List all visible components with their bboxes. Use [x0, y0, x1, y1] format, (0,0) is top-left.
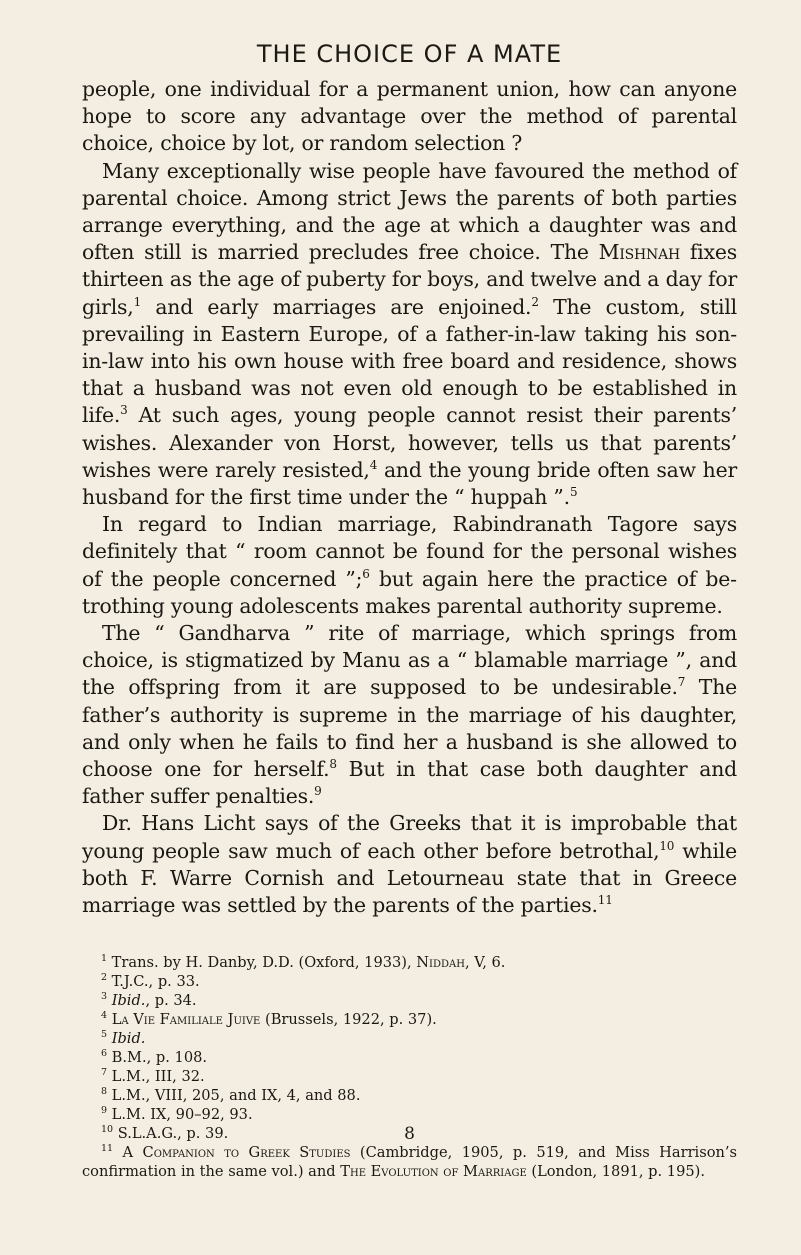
book-page: [82, 40, 737, 1181]
footnote-reference: 6: [362, 566, 370, 581]
footnote-reference: 5: [569, 485, 578, 500]
paragraph: [82, 810, 737, 919]
footnote-reference: 3: [120, 403, 128, 418]
footnote-reference: 8: [329, 757, 337, 772]
text-run: (Brussels, 1922, p. 37).: [260, 1011, 437, 1029]
text-run: while both F. Warre Cornish and Letourneau state that in Greece marriage was settled by the parents of the parties.: [82, 838, 737, 918]
footnote-reference: 2: [531, 294, 539, 309]
text-run: But in that case both daughter and father suffer penalties.: [82, 757, 738, 809]
text-run: (London, 1891, p. 195).: [526, 1163, 705, 1181]
paragraph: [82, 511, 737, 620]
text-run: S.L.A.G., p. 39.: [113, 1125, 229, 1143]
italic-term: Ibid.: [111, 992, 146, 1010]
text-run: L.M., III, 32.: [107, 1068, 205, 1086]
small-caps-title: La Vie Familiale Juive: [111, 1011, 261, 1029]
footnotes: [82, 953, 737, 1181]
footnote-number: 10: [101, 1124, 114, 1136]
footnote: [82, 1143, 737, 1181]
text-run: Dr. Hans Licht says of the Greeks that it is improbable that young people saw much of each other before betrothal,: [82, 811, 737, 863]
small-caps-title: Niddah: [416, 954, 465, 972]
text-run: L.M., VIII, 205, and IX, 4, and 88.: [107, 1087, 361, 1105]
footnote: [82, 1086, 737, 1105]
footnote-reference: 10: [659, 838, 675, 853]
footnote: [82, 1048, 737, 1067]
footnote-number: 4: [101, 1010, 108, 1022]
footnote-number: 1: [101, 953, 108, 965]
footnote-number: 5: [101, 1029, 108, 1041]
text-run: L.M. IX, 90–92, 93.: [107, 1106, 253, 1124]
paragraph: [82, 620, 737, 810]
footnote-number: 2: [101, 972, 108, 984]
text-run: and the young bride often saw her husband for the first time under the “ huppah ”.: [82, 457, 737, 510]
footnote-number: 3: [101, 991, 108, 1003]
footnote: [82, 1105, 737, 1124]
page-number: 8: [404, 1124, 415, 1144]
text-run: B.M., p. 108.: [107, 1049, 208, 1067]
footnote: [82, 1029, 737, 1048]
text-run: The father’s authority is supreme in the marriage of his daughter, and only when he fails to find her a husband is she allowed to choose one for herself.: [82, 675, 737, 782]
small-caps-term: Mishnah: [598, 240, 681, 265]
footnote: [82, 1010, 737, 1029]
italic-term: Ibid.: [111, 1030, 146, 1048]
text-run: (Cambridge, 1905, p. 519, and Miss Harrison’s confirmation in the same vol.) and: [82, 1144, 738, 1181]
text-run: [113, 1144, 122, 1161]
small-caps-title: A Companion to Greek Studies: [122, 1144, 351, 1162]
footnote: [82, 991, 737, 1010]
paragraph: [82, 76, 737, 158]
small-caps-title: The Evolution of Marriage: [340, 1163, 527, 1181]
text-run: fixes thirteen as the age of puberty for boys, and twelve and a day for girls,: [82, 240, 737, 319]
text-run: , V, 6.: [464, 954, 506, 972]
text-run: but again here the practice of betrothing young adolescents makes parental authority supreme.: [82, 566, 737, 618]
footnote-number: 9: [101, 1105, 108, 1117]
text-run: people, one individual for a permanent union, how can anyone hope to score any advantage over the method of parental choice, choice by lot, or random selection ?: [82, 77, 737, 156]
footnote-reference: 7: [677, 675, 686, 690]
text-run: Trans. by H. Danby, D.D. (Oxford, 1933),: [107, 954, 417, 972]
text-run: and early marriages are enjoined.: [141, 294, 532, 319]
footnote-reference: 11: [597, 893, 613, 908]
text-run: The “ Gandharva ” rite of marriage, which springs from choice, is stigmatized by Manu as a “ blamable marriage ”, and the offspring from it are supposed to be undesirable.: [82, 621, 737, 700]
text-run: At such ages, young people cannot resist their parents’ wishes. Alexander von Horst, however, tells us that parents’ wishes were rarely resisted,: [82, 403, 737, 482]
footnote-reference: 4: [369, 458, 378, 473]
footnote-reference: 1: [133, 294, 142, 309]
footnote: [82, 972, 737, 991]
footnote: [82, 1067, 737, 1086]
text-run: , p. 34.: [145, 992, 197, 1010]
body-text: [82, 76, 737, 919]
text-run: T.J.C., p. 33.: [107, 973, 200, 991]
running-head: THE CHOICE OF A MATE: [256, 40, 563, 68]
paragraph: [82, 158, 737, 512]
footnote-reference: 9: [314, 784, 322, 799]
text-run: Many exceptionally wise people have favoured the method of parental choice. Among strict Jews the parents of both parties arrange everything, and the age at which a daughter was and often still is married precludes free choice. The: [82, 158, 737, 265]
text-run: The custom, still prevailing in Eastern Europe, of a father-in-law taking his son-in-law into his own house with free board and residence, shows that a husband was not even old enough to be established in life.: [82, 294, 737, 428]
text-run: In regard to Indian marriage, Rabindranath Tagore says definitely that “ room cannot be found for the personal wishes of the people concerned ”;: [82, 512, 737, 591]
footnote: [82, 953, 737, 972]
footnote-number: 8: [101, 1086, 108, 1098]
footnote-number: 6: [101, 1048, 108, 1060]
footnote-number: 7: [101, 1067, 108, 1079]
footnote-number: 11: [101, 1143, 114, 1155]
